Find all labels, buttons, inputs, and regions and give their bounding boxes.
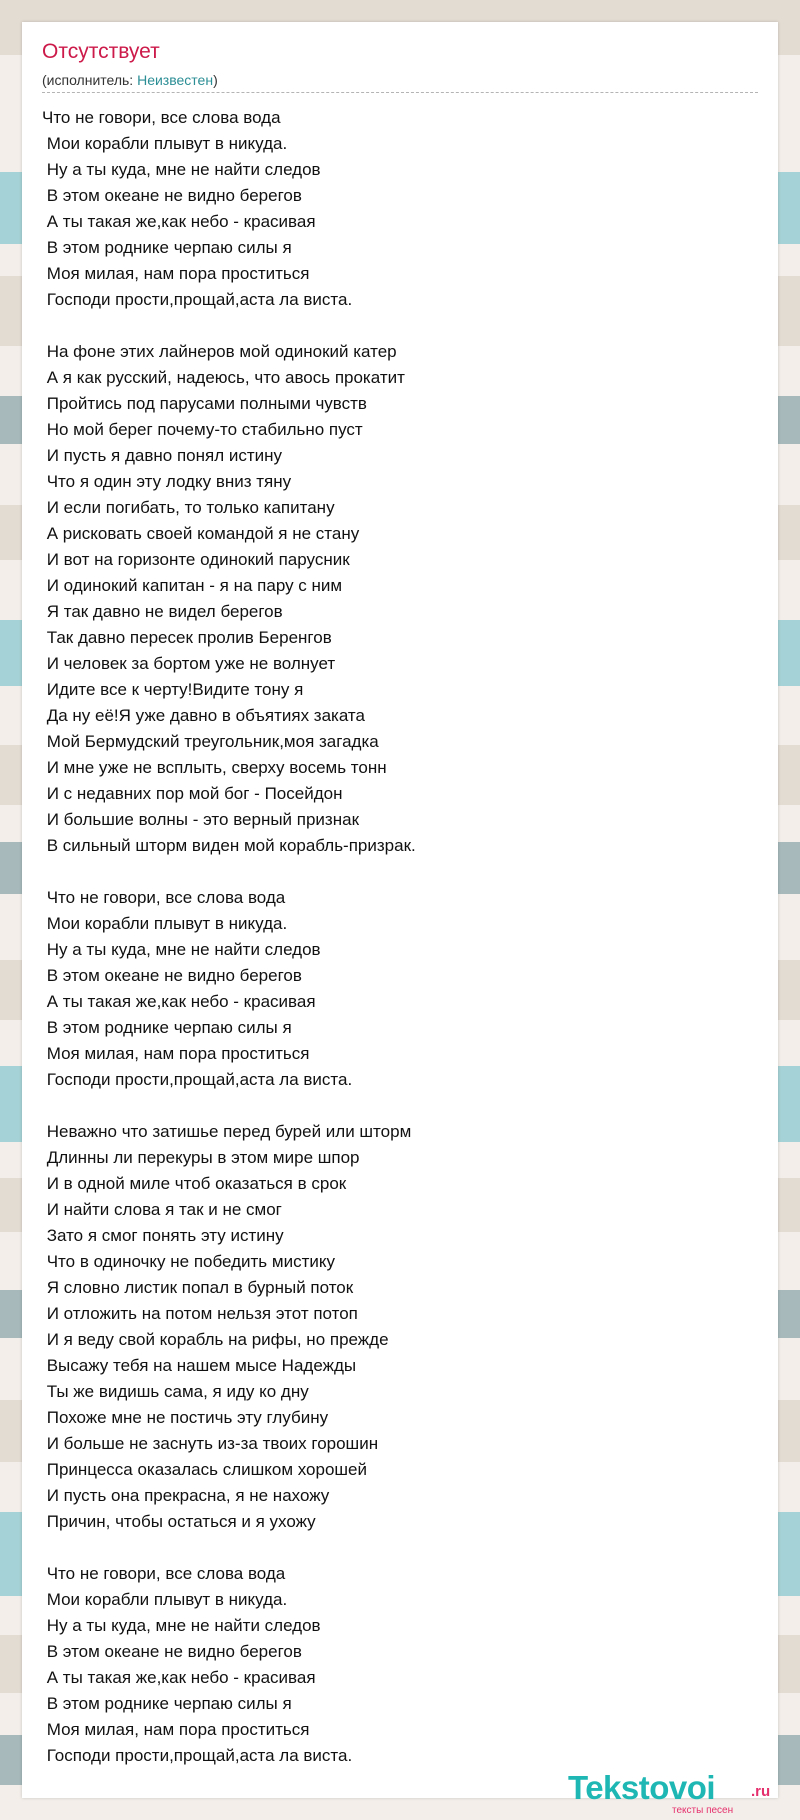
lyric-line: Причин, чтобы остаться и я ухожу <box>42 1512 316 1531</box>
song-title: Отсутствует <box>42 40 160 63</box>
lyric-line: В этом океане не видно берегов <box>42 186 302 205</box>
lyrics-text <box>42 105 416 1769</box>
lyric-line: В сильный шторм виден мой корабль-призрак. <box>42 836 416 855</box>
lyric-line: И я веду свой корабль на рифы, но прежде <box>42 1330 389 1349</box>
lyric-line: Моя милая, нам пора проститься <box>42 1720 310 1739</box>
lyric-line: Что не говори, все слова вода <box>42 888 286 907</box>
lyric-line: А ты такая же,как небо - красивая <box>42 212 316 231</box>
lyric-line: А ты такая же,как небо - красивая <box>42 992 316 1011</box>
lyric-line: В этом роднике черпаю силы я <box>42 1694 292 1713</box>
stanza-gap <box>42 313 416 339</box>
lyric-line: Ну а ты куда, мне не найти следов <box>42 160 321 179</box>
lyric-line: Моя милая, нам пора проститься <box>42 1044 310 1063</box>
stanza-gap <box>42 1535 416 1561</box>
lyric-line: И отложить на потом нельзя этот потоп <box>42 1304 358 1323</box>
lyric-line: Что в одиночку не победить мистику <box>42 1252 335 1271</box>
lyric-line: В этом роднике черпаю силы я <box>42 238 292 257</box>
lyric-line: Мои корабли плывут в никуда. <box>42 134 288 153</box>
artist-byline <box>42 72 218 88</box>
lyrics-card <box>22 22 778 1816</box>
lyric-line: Господи прости,прощай,аста ла виста. <box>42 1070 353 1089</box>
header-divider <box>42 92 758 93</box>
lyric-line: Похоже мне не постичь эту глубину <box>42 1408 329 1427</box>
lyric-line: И пусть я давно понял истину <box>42 446 283 465</box>
lyric-line: Ну а ты куда, мне не найти следов <box>42 1616 321 1635</box>
lyric-line: Моя милая, нам пора проститься <box>42 264 310 283</box>
lyric-line: Что не говори, все слова вода <box>42 108 281 127</box>
lyric-line: Мои корабли плывут в никуда. <box>42 914 288 933</box>
artist-link[interactable]: Неизвестен <box>137 72 214 88</box>
lyric-line: На фоне этих лайнеров мой одинокий катер <box>42 342 397 361</box>
lyric-line: И пусть она прекрасна, я не нахожу <box>42 1486 330 1505</box>
lyric-line: Я словно листик попал в бурный поток <box>42 1278 354 1297</box>
lyric-line: Неважно что затишье перед бурей или шторм <box>42 1122 412 1141</box>
site-logo[interactable] <box>568 1769 771 1816</box>
lyric-line: В этом роднике черпаю силы я <box>42 1018 292 1037</box>
lyric-line: Длинны ли перекуры в этом мире шпор <box>42 1148 360 1167</box>
lyric-line: А ты такая же,как небо - красивая <box>42 1668 316 1687</box>
lyric-line: Но мой берег почему-то стабильно пуст <box>42 420 363 439</box>
lyric-line: И одинокий капитан - я на пару с ним <box>42 576 343 595</box>
byline-suffix: ) <box>213 72 218 88</box>
byline-prefix: (исполнитель: <box>42 72 138 88</box>
lyric-line: Ты же видишь сама, я иду ко дну <box>42 1382 309 1401</box>
logo-wordmark: Tekstovoi <box>568 1769 716 1806</box>
lyric-line: Что я один эту лодку вниз тяну <box>42 472 292 491</box>
lyric-line: Господи прости,прощай,аста ла виста. <box>42 1746 353 1765</box>
lyric-line: Я так давно не видел берегов <box>42 602 283 621</box>
lyric-line: И человек за бортом уже не волнует <box>42 654 336 673</box>
lyric-line: Высажу тебя на нашем мысе Надежды <box>42 1356 357 1375</box>
lyric-line: В этом океане не видно берегов <box>42 966 302 985</box>
logo-domain: .ru <box>751 1783 771 1800</box>
lyric-line: Так давно пересек пролив Беренгов <box>42 628 332 647</box>
lyric-line: И вот на горизонте одинокий парусник <box>42 550 350 569</box>
lyric-line: Ну а ты куда, мне не найти следов <box>42 940 321 959</box>
lyric-line: И большие волны - это верный признак <box>42 810 360 829</box>
lyric-line: И мне уже не всплыть, сверху восемь тонн <box>42 758 387 777</box>
lyric-line: А я как русский, надеюсь, что авось прокатит <box>42 368 405 387</box>
lyric-line: Идите все к черту!Видите тону я <box>42 680 304 699</box>
stanza-gap <box>42 859 416 885</box>
lyric-line: Что не говори, все слова вода <box>42 1564 286 1583</box>
logo-tagline: тексты песен <box>672 1805 734 1816</box>
lyric-line: Принцесса оказалась слишком хорошей <box>42 1460 368 1479</box>
lyric-line: Пройтись под парусами полными чувств <box>42 394 367 413</box>
lyric-line: В этом океане не видно берегов <box>42 1642 302 1661</box>
lyric-line: И с недавних пор мой бог - Посейдон <box>42 784 343 803</box>
lyric-line: Да ну её!Я уже давно в объятиях заката <box>42 706 365 725</box>
stanza-gap <box>42 1093 416 1119</box>
lyric-line: И больше не заснуть из-за твоих горошин <box>42 1434 379 1453</box>
lyric-line: Зато я смог понять эту истину <box>42 1226 284 1245</box>
lyric-line: И в одной миле чтоб оказаться в срок <box>42 1174 347 1193</box>
lyric-line: Господи прости,прощай,аста ла виста. <box>42 290 353 309</box>
lyric-line: Мои корабли плывут в никуда. <box>42 1590 288 1609</box>
lyric-line: А рисковать своей командой я не стану <box>42 524 360 543</box>
lyric-line: И если погибать, то только капитану <box>42 498 335 517</box>
lyric-line: Мой Бермудский треугольник,моя загадка <box>42 732 379 751</box>
lyric-line: И найти слова я так и не смог <box>42 1200 282 1219</box>
